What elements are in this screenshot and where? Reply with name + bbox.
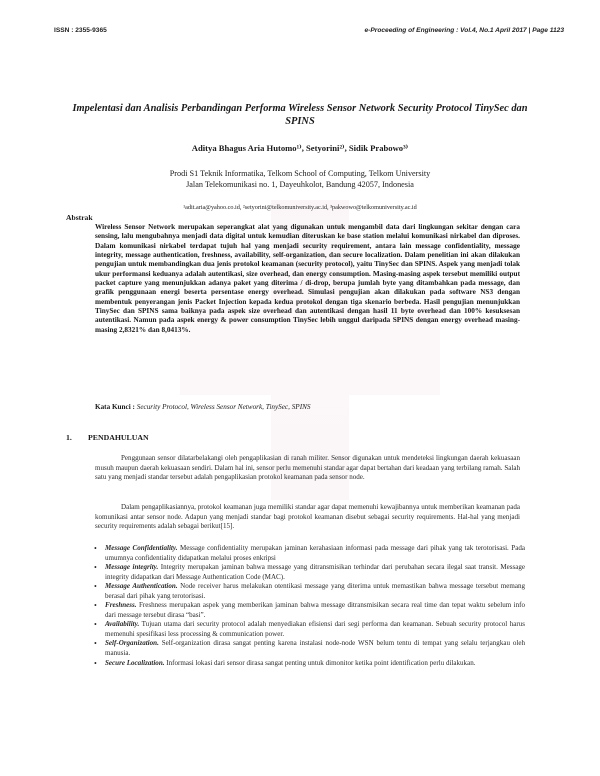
list-item	[95, 659, 525, 669]
list-item-text: Node receiver harus melakukan otentikasi message yang diterima untuk memastikan bahwa message tersebut memang berasal dari pihak yang terotorisasi.	[105, 582, 526, 600]
keywords	[95, 403, 520, 411]
list-item-term: Secure Localization.	[105, 658, 165, 667]
list-item-term: Message Authentication.	[105, 582, 178, 591]
author-emails: ¹adit.aria@yahoo.co.id, ²setyorini@telkomuniversity.ac.id, ³pakwowo@telkomuniversity.ac.id	[183, 204, 417, 211]
list-item	[95, 620, 525, 639]
list-item	[95, 563, 525, 582]
list-item	[95, 639, 525, 658]
intro-paragraph-2: Dalam pengaplikasiannya, protokol keamanan juga memiliki standar agar dapat memenuhi kewajibannya untuk memberikan keamanan pada komunikasi antar sensor node. Adapun yang menjadi standar bagi protokol keamanan disebut sebagai security requirements. Hal-hal yang menjadi security requirements adalah sebagai berikut[15].	[95, 503, 520, 531]
list-item-text: Tujuan utama dari security protocol adalah menyediakan efisiensi dari segi performa dan keamanan. Sebuah security protocol harus memenuhi spesifikasi less processing & communication power.	[105, 620, 526, 638]
abstract-label: Abstrak	[66, 213, 93, 222]
paper-title: Impelentasi dan Analisis Perbandingan Performa Wireless Sensor Network Security Protocol TinySec dan SPINS	[72, 103, 528, 127]
list-item-term: Message Confidentiality.	[105, 544, 178, 552]
section-number: 1.	[66, 433, 72, 442]
abstract-text: Wireless Sensor Network merupakan seperangkat alat yang digunakan untuk mengambil data dari lingkungan sekitar dengan cara sensing, lalu mengubahnya menjadi data digital untuk kemudian diteruskan ke base station melalui komunikasi nirkabel dan diproses. Dalam komunikasi nirkabel terdapat tujuh hal yang menjadi security requirement, antara lain message confidentiality, message integrity, message authentication, freshness, availability, self-organization, dan secure localization. Dalam penelitian ini akan dilakukan pengujian untuk membandingkan dua jenis protokol keamanan (security protocol), yaitu TinySec dan SPINS. Aspek yang menjadi tolak ukur performansi keduanya adalah autentikasi, size overhead, dan energy consumption. Masing-masing aspek tersebut memiliki output packet capture yang menunjukkan adanya paket yang diterima / di-drop, berupa jumlah byte yang ditambahkan pada message, dan grafik penggunaan energi beserta persentase energy overhead. Simulasi pengujian akan dilakukan pada software NS3 dengan membentuk penyerangan jenis Packet Injection kepada kedua protokol dengan tiga skenario berbeda. Hasil pengujian menunjukkan TinySec dan SPINS sama baiknya pada aspek size overhead dan autentikasi dengan hasil 11 byte overhead dan 100% kesuksesan autentikasi. Namun pada aspek energy & power consumption TinySec lebih unggul daripada SPINS dengan energy overhead masing-masing 2,8321% dan 8,0413%.	[95, 223, 520, 334]
list-item-text: Freshness merupakan aspek yang memberikan jaminan bahwa message ditransmisikan secara real time dan tepat waktu sebelum info dari message tersebut dirasa “basi”.	[105, 601, 525, 619]
list-item	[95, 544, 525, 563]
issn-header: ISSN : 2355-9365	[54, 27, 107, 34]
list-item-text: Informasi lokasi dari sensor dirasa sangat penting untuk dimonitor ketika point identification perlu dilakukan.	[166, 658, 476, 667]
list-item-term: Message integrity.	[105, 563, 159, 572]
paper-authors: Aditya Bhagus Aria Hutomo¹⁾, Setyorini²⁾, Sidik Prabowo³⁾	[191, 143, 409, 153]
list-item-term: Freshness.	[105, 601, 137, 610]
section-heading	[66, 433, 149, 442]
affiliation	[60, 168, 540, 190]
list-item	[95, 582, 525, 601]
keywords-label: Kata Kunci :	[95, 403, 135, 411]
keywords-text: Security Protocol, Wireless Sensor Network, TinySec, SPINS	[136, 403, 311, 411]
list-item-text: Self-organization dirasa sangat penting karena instalasi node-node WSN belum tentu di tempat yang selalu terjangkau oleh manusia.	[105, 639, 525, 658]
affiliation-line-2: Jalan Telekomunikasi no. 1, Dayeuhkolot, Bandung 42057, Indonesia	[186, 180, 414, 189]
list-item	[95, 601, 525, 620]
list-item-text: Message confidentiality merupakan jaminan kerahasiaan informasi pada message dari pihak yang tak terotorisasi. Pada umumnya confidentiality didapatkan melalui proses enkripsi	[105, 544, 525, 562]
list-item-term: Self-Organization.	[105, 639, 159, 648]
intro-paragraph-1: Penggunaan sensor dilatarbelakangi oleh pengaplikasian di ranah militer. Sensor digunakan untuk mendeteksi lingkungan daerah kekuasaan musuh maupun daerah kekuasaan sendiri. Dalam hal ini, sensor perlu memenuhi standar agar dapat bertahan dari keadaan yang terbilang ramah. Salah satu yang menjadi standar tersebut adalah pengaplikasian protokol keamanan pada sensor node.	[95, 454, 520, 482]
section-title: PENDAHULUAN	[88, 433, 149, 442]
journal-header: e-Proceeding of Engineering : Vol.4, No.1 April 2017 | Page 1123	[364, 27, 564, 34]
affiliation-line-1: Prodi S1 Teknik Informatika, Telkom School of Computing, Telkom University	[169, 169, 431, 178]
security-requirements-list	[95, 544, 525, 668]
list-item-term: Availability.	[105, 620, 140, 629]
list-item-text: Integrity merupakan jaminan bahwa message yang ditransmisikan terhindar dari perubahan secara ilegal saat transit. Message integrity didapatkan dari Message Authentication Code (MAC).	[105, 563, 525, 581]
